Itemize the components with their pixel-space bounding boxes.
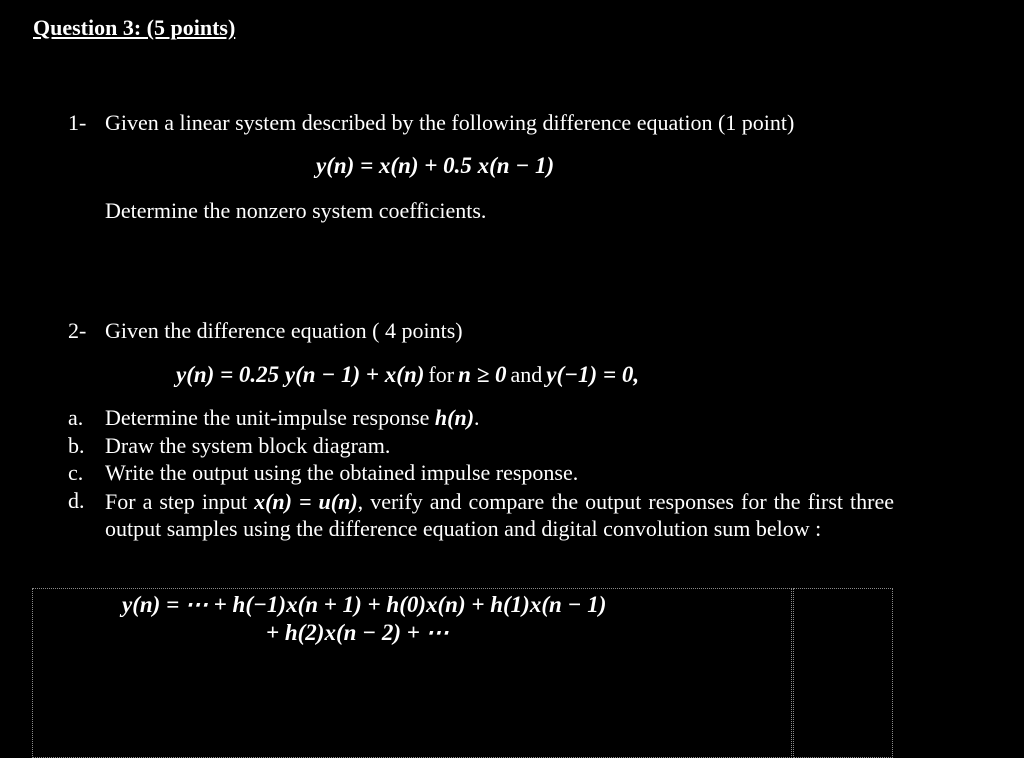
- question-heading: Question 3: (5 points): [33, 15, 236, 40]
- q1-instruction: Determine the nonzero system coefficients.: [105, 198, 487, 223]
- item-d-text-before: For a step input: [105, 489, 255, 514]
- q2-equation-for: for: [428, 362, 455, 387]
- item-c-label: c.: [68, 460, 84, 485]
- item-a-label: a.: [68, 405, 84, 430]
- q2-equation-init: y(−1) = 0,: [546, 362, 640, 387]
- q1-text: Given a linear system described by the following difference equation (1 point): [105, 110, 795, 135]
- q2-text: Given the difference equation ( 4 points): [105, 318, 463, 343]
- item-d-label: d.: [68, 488, 85, 513]
- item-c-text: Write the output using the obtained impulse response.: [105, 460, 579, 485]
- item-a-text-before: Determine the unit-impulse response: [105, 405, 435, 430]
- item-d-text-after: , verify and compare the output responses for the first three output samples using the difference equation and digital convolution sum below :: [105, 489, 894, 541]
- q2-equation-main: y(n) = 0.25 y(n − 1) + x(n): [176, 362, 425, 387]
- q2-equation-and: and: [510, 362, 543, 387]
- item-a-text: [105, 405, 480, 431]
- convolution-line-2: + h(2)x(n − 2) + ⋯: [266, 620, 449, 645]
- q1-number: 1-: [68, 110, 87, 135]
- convolution-box-side: [793, 588, 893, 758]
- item-a-text-after: .: [474, 405, 480, 430]
- q2-equation-cond: n ≥ 0: [458, 362, 507, 387]
- q2-number: 2-: [68, 318, 87, 343]
- q1-equation: y(n) = x(n) + 0.5 x(n − 1): [316, 153, 555, 178]
- item-d-math: x(n) = u(n): [254, 489, 358, 514]
- q2-equation-line: [176, 362, 639, 388]
- item-a-math: h(n): [434, 405, 475, 430]
- item-b-text: Draw the system block diagram.: [105, 433, 391, 458]
- convolution-line-1: y(n) = ⋯ + h(−1)x(n + 1) + h(0)x(n) + h(1)x(n − 1): [122, 592, 607, 617]
- item-b-label: b.: [68, 433, 85, 458]
- item-d-text: [105, 488, 894, 542]
